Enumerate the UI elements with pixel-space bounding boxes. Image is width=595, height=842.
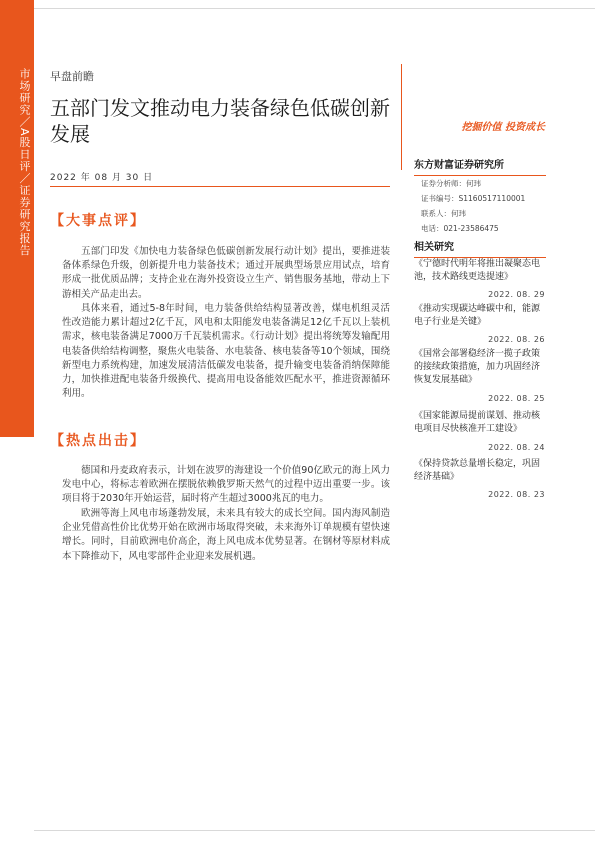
paragraph: 欧洲等海上风电市场蓬勃发展，未来具有较大的成长空间。国内海风制造企业凭借高性价比优势开始在欧洲市场取得突破，未来海外订单规模有望快速增长。同时，目前欧洲电价高企，海上风电成本优势显著。在钢材等原材料成本下降推动下，风电零部件企业迎来发展机遇。 [62, 508, 390, 562]
sidebar-band [0, 0, 34, 437]
related-item-date: 2022. 08. 25 [488, 394, 545, 403]
analyst-label: 证券分析师：何玮 [421, 179, 481, 188]
related-item-date: 2022. 08. 29 [488, 290, 545, 299]
paragraph: 德国和丹麦政府表示，计划在波罗的海建设一个价值90亿欧元的海上风力发电中心，将标志着欧洲在摆脱依赖俄罗斯天然气的过程中迈出重要一步。该项目将于2030年开始运营，届时将产生超过3000兆瓦的电力。 [62, 465, 390, 505]
paragraph: 具体来看，通过5-8年时间，电力装备供给结构显著改善，煤电机组灵活性改造能力累计超过2亿千瓦，风电和太阳能发电装备满足12亿千瓦以上装机需求，核电装备满足7000万千瓦装机需求。《行动计划》提出将统筹发输配用电装备供给结构调整，聚焦火电装备、水电装备、核电装备等10个领域，围绕新型电力系统构建，加速发展清洁低碳发电装备，提升输变电装备消纳保障能力，加快推进配电装备升级换代、提高用电设备能效匹配水平，推进资源循环利用。 [62, 303, 390, 400]
related-item-title[interactable]: 《宁德时代明年将推出凝聚态电池，技术路线更迭提速》 [414, 259, 541, 282]
title-rule [50, 186, 390, 187]
related-item-date: 2022. 08. 24 [488, 443, 545, 452]
certificate-label: 证书编号：S1160517110001 [421, 194, 526, 203]
related-research-heading: 相关研究 [414, 238, 546, 258]
related-item-title[interactable]: 《保持贷款总量增长稳定，巩固经济基础》 [414, 459, 541, 482]
section-label: 早盘前瞻 [50, 70, 94, 83]
phone-label: 电话：021-23586475 [421, 224, 499, 233]
bottom-rule [34, 830, 595, 831]
related-item-title[interactable]: 《国家能源局提前谋划、推动核电项目尽快核准开工建设》 [414, 411, 541, 434]
title-divider-line [401, 64, 402, 170]
related-item-title[interactable]: 《推动实现碳达峰碳中和，能源电子行业是关键》 [414, 304, 541, 327]
related-item-date: 2022. 08. 26 [488, 335, 545, 344]
page-title: 五部门发文推动电力装备绿色低碳创新发展 [50, 96, 390, 146]
institute-name: 东方财富证券研究所 [414, 156, 546, 176]
report-date: 2022 年 08 月 30 日 [50, 173, 154, 183]
section-heading-events: 【大事点评】 [50, 213, 146, 229]
contact-label: 联系人：何玮 [421, 209, 466, 218]
sidebar-category-text: 市场研究／A股日评／证券研究报告 [18, 68, 31, 257]
slogan: 挖掘价值 投资成长 [461, 122, 545, 133]
section-heading-hotspots: 【热点出击】 [50, 433, 146, 449]
top-rule [34, 8, 595, 9]
paragraph: 五部门印发《加快电力装备绿色低碳创新发展行动计划》提出，要推进装备体系绿色升级，创新提升电力装备技术；通过开展典型场景应用试点，培育形成一批优质品牌；支持企业在海外投资设立生产、销售服务基地，带动上下游相关产品走出去。 [62, 246, 390, 300]
related-item-title[interactable]: 《国常会部署稳经济一揽子政策的接续政策措施，加力巩固经济恢复发展基础》 [414, 349, 541, 385]
related-item-date: 2022. 08. 23 [488, 490, 545, 499]
